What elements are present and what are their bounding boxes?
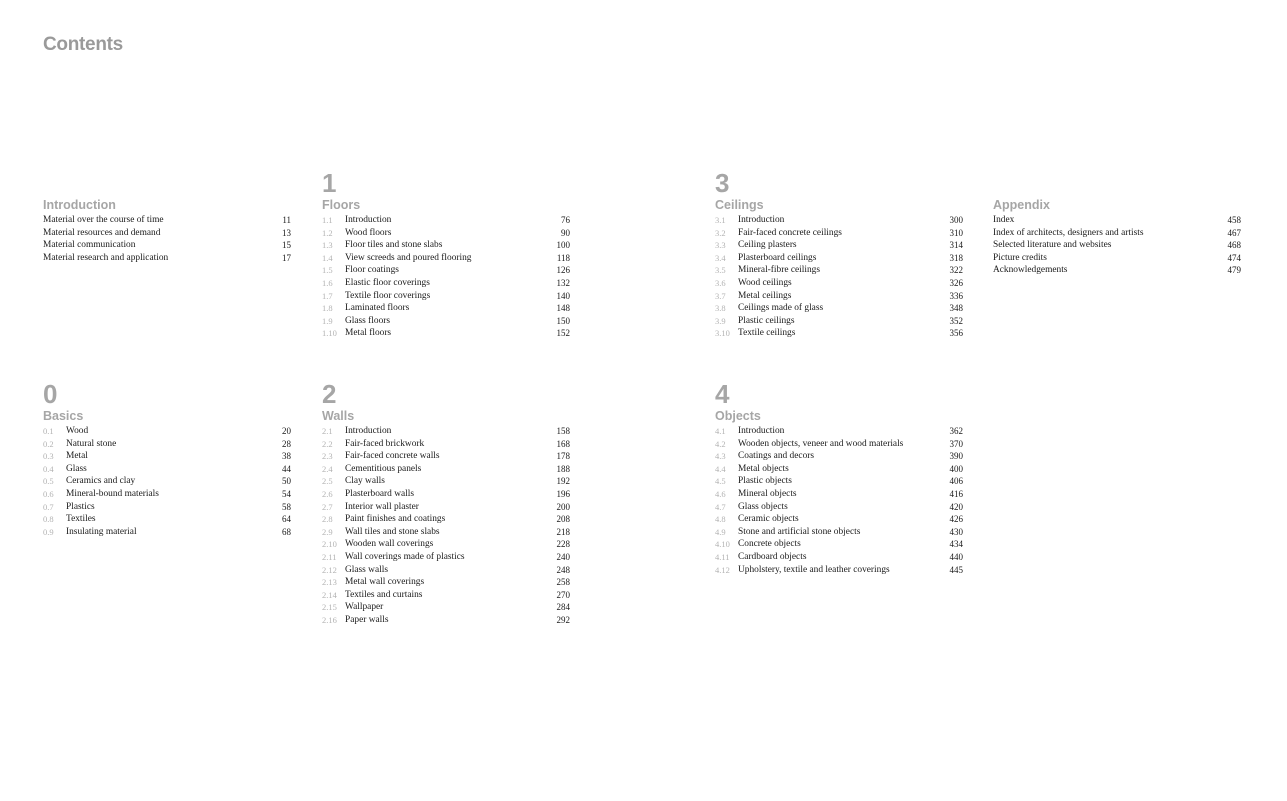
entry-label: Mineral-fibre ceilings xyxy=(738,265,820,276)
toc-entry xyxy=(322,589,570,602)
toc-entry xyxy=(715,315,963,328)
entry-page-number: 64 xyxy=(282,514,291,525)
entry-number: 2.1 xyxy=(322,426,333,436)
entry-page-number: 11 xyxy=(282,215,291,225)
entry-page-number: 310 xyxy=(949,227,963,238)
section-title: Walls xyxy=(322,409,355,423)
entry-number: 0.3 xyxy=(43,451,54,462)
toc-entry xyxy=(715,227,963,240)
section-title: Basics xyxy=(43,409,84,423)
section-number: 4 xyxy=(715,379,730,409)
entry-number: 1.2 xyxy=(322,227,333,238)
entry-label: Wall coverings made of plastics xyxy=(345,551,465,562)
entry-number: 0.1 xyxy=(43,426,54,436)
entry-page-number: 284 xyxy=(556,602,570,613)
entry-list xyxy=(322,425,570,627)
toc-entry xyxy=(322,513,570,526)
entry-number: 4.4 xyxy=(715,463,726,474)
entry-page-number: 118 xyxy=(556,252,570,263)
entry-label: Elastic floor coverings xyxy=(345,277,430,288)
entry-number: 1.4 xyxy=(322,252,333,263)
entry-label: Stone and artificial stone objects xyxy=(738,526,861,537)
entry-number: 3.2 xyxy=(715,227,726,238)
entry-label: Textile floor coverings xyxy=(345,290,431,301)
entry-label: Ceramic objects xyxy=(738,514,799,525)
entry-page-number: 20 xyxy=(282,426,291,436)
toc-entry xyxy=(715,290,963,303)
entry-number: 3.1 xyxy=(715,215,726,225)
entry-label: Material research and application xyxy=(43,252,169,263)
entry-label: Selected literature and websites xyxy=(993,240,1112,251)
entry-page-number: 426 xyxy=(949,514,963,525)
entry-number: 1.10 xyxy=(322,328,337,339)
entry-page-number: 430 xyxy=(949,526,963,537)
entry-number: 1.5 xyxy=(322,265,333,276)
entry-page-number: 200 xyxy=(556,501,570,512)
entry-number: 4.8 xyxy=(715,514,726,525)
toc-entry xyxy=(322,564,570,577)
entry-number: 4.6 xyxy=(715,488,726,499)
entry-number: 2.13 xyxy=(322,577,337,588)
toc-entry xyxy=(43,513,291,526)
entry-page-number: 370 xyxy=(949,438,963,449)
entry-label: Plastics xyxy=(66,501,95,512)
entry-list xyxy=(993,214,1241,277)
toc-entry xyxy=(715,475,963,488)
entry-page-number: 292 xyxy=(556,614,570,625)
entry-label: View screeds and poured flooring xyxy=(345,252,472,263)
section-number: 2 xyxy=(322,379,337,409)
entry-label: Metal wall coverings xyxy=(345,577,425,588)
entry-page-number: 336 xyxy=(949,290,963,301)
entry-label: Introduction xyxy=(738,215,785,225)
entry-label: Fair-faced brickwork xyxy=(345,438,425,449)
section-title: Appendix xyxy=(993,198,1050,212)
entry-label: Fair-faced concrete walls xyxy=(345,451,440,462)
entry-page-number: 362 xyxy=(949,426,963,436)
entry-page-number: 158 xyxy=(556,426,570,436)
entry-number: 2.12 xyxy=(322,564,337,575)
section-number: 1 xyxy=(322,168,337,198)
entry-number: 2.4 xyxy=(322,463,333,474)
entry-label: Interior wall plaster xyxy=(345,501,419,512)
toc-entry xyxy=(322,252,570,265)
entry-number: 4.10 xyxy=(715,539,730,550)
entry-label: Introduction xyxy=(345,215,392,225)
entry-label: Fair-faced concrete ceilings xyxy=(738,227,842,238)
entry-page-number: 440 xyxy=(949,551,963,562)
entry-label: Cementitious panels xyxy=(345,463,422,474)
entry-label: Insulating material xyxy=(66,526,137,537)
entry-number: 3.9 xyxy=(715,315,726,326)
section-title: Introduction xyxy=(43,198,116,212)
entry-page-number: 434 xyxy=(949,539,963,550)
entry-number: 2.10 xyxy=(322,539,337,550)
toc-entry xyxy=(715,450,963,463)
entry-label: Glass walls xyxy=(345,564,388,575)
entry-number: 1.9 xyxy=(322,315,333,326)
entry-number: 3.3 xyxy=(715,240,726,251)
toc-entry xyxy=(43,438,291,451)
toc-entry xyxy=(322,475,570,488)
toc-entry xyxy=(715,438,963,451)
entry-label: Material communication xyxy=(43,240,136,251)
toc-entry xyxy=(322,327,570,340)
entry-label: Wooden wall coverings xyxy=(345,539,434,550)
entry-number: 4.5 xyxy=(715,476,726,487)
entry-number: 3.7 xyxy=(715,290,726,301)
entry-label: Metal objects xyxy=(738,463,789,474)
toc-entry xyxy=(322,526,570,539)
toc-entry xyxy=(322,277,570,290)
entry-page-number: 28 xyxy=(282,438,291,449)
entry-label: Metal floors xyxy=(345,328,392,339)
entry-number: 0.7 xyxy=(43,501,54,512)
entry-page-number: 152 xyxy=(556,328,570,339)
section-number: 3 xyxy=(715,168,730,198)
toc-entry xyxy=(715,501,963,514)
entry-number: 0.5 xyxy=(43,476,54,487)
entry-label: Wooden objects, veneer and wood materials xyxy=(738,438,904,449)
entry-label: Ceramics and clay xyxy=(66,476,136,487)
entry-label: Plasterboard ceilings xyxy=(738,252,817,263)
entry-number: 0.4 xyxy=(43,463,54,474)
toc-entry xyxy=(715,463,963,476)
toc-entry xyxy=(715,264,963,277)
entry-number: 3.8 xyxy=(715,303,726,314)
entry-page-number: 218 xyxy=(556,526,570,537)
entry-label: Textiles and curtains xyxy=(345,589,423,600)
entry-number: 1.8 xyxy=(322,303,333,314)
entry-number: 0.6 xyxy=(43,488,54,499)
entry-number: 2.6 xyxy=(322,488,333,499)
entry-page-number: 148 xyxy=(556,303,570,314)
entry-label: Wood floors xyxy=(345,227,392,238)
toc-entry xyxy=(715,564,963,577)
toc-entry xyxy=(993,264,1241,277)
entry-label: Natural stone xyxy=(66,438,117,449)
toc-entry xyxy=(715,214,963,227)
entry-number: 4.7 xyxy=(715,501,726,512)
entry-label: Plasterboard walls xyxy=(345,488,414,499)
entry-page-number: 479 xyxy=(1227,265,1241,276)
entry-number: 2.11 xyxy=(322,551,337,562)
entry-page-number: 54 xyxy=(282,488,291,499)
toc-entry xyxy=(322,450,570,463)
entry-page-number: 140 xyxy=(556,290,570,301)
entry-label: Material resources and demand xyxy=(43,227,161,238)
entry-number: 1.3 xyxy=(322,240,333,251)
toc-entry xyxy=(715,277,963,290)
entry-page-number: 258 xyxy=(556,577,570,588)
toc-entry xyxy=(715,252,963,265)
entry-label: Concrete objects xyxy=(738,539,801,550)
toc-entry xyxy=(322,576,570,589)
entry-page-number: 76 xyxy=(561,215,570,225)
toc-entry xyxy=(715,488,963,501)
entry-number: 4.2 xyxy=(715,438,726,449)
toc-entry xyxy=(715,538,963,551)
section-title: Ceilings xyxy=(715,198,764,212)
entry-page-number: 458 xyxy=(1227,215,1241,225)
entry-number: 0.2 xyxy=(43,438,54,449)
entry-page-number: 38 xyxy=(282,451,291,462)
entry-page-number: 468 xyxy=(1227,240,1241,251)
entry-page-number: 208 xyxy=(556,514,570,525)
entry-label: Floor coatings xyxy=(345,265,399,276)
entry-label: Metal ceilings xyxy=(738,290,792,301)
toc-entry xyxy=(43,252,291,265)
entry-label: Material over the course of time xyxy=(43,215,164,225)
entry-label: Paper walls xyxy=(345,614,389,625)
entry-number: 2.16 xyxy=(322,614,337,625)
toc-entry xyxy=(322,425,570,438)
toc-entry xyxy=(322,290,570,303)
entry-page-number: 322 xyxy=(949,265,963,276)
entry-number: 3.5 xyxy=(715,265,726,276)
entry-list xyxy=(43,425,291,538)
entry-page-number: 390 xyxy=(949,451,963,462)
toc-entry xyxy=(43,239,291,252)
entry-page-number: 68 xyxy=(282,526,291,537)
entry-number: 3.6 xyxy=(715,277,726,288)
toc-entry xyxy=(322,501,570,514)
entry-page-number: 50 xyxy=(282,476,291,487)
toc-entry xyxy=(322,438,570,451)
entry-number: 3.10 xyxy=(715,328,730,339)
toc-entry xyxy=(993,227,1241,240)
entry-label: Wood xyxy=(66,426,89,436)
section-title: Objects xyxy=(715,409,761,423)
entry-label: Plastic objects xyxy=(738,476,792,487)
toc-entry xyxy=(322,302,570,315)
toc-entry xyxy=(322,227,570,240)
entry-label: Laminated floors xyxy=(345,303,410,314)
entry-label: Index xyxy=(993,215,1015,225)
entry-label: Picture credits xyxy=(993,252,1047,263)
toc-entry xyxy=(715,425,963,438)
toc-entry xyxy=(43,501,291,514)
entry-page-number: 416 xyxy=(949,488,963,499)
toc-entry xyxy=(715,327,963,340)
entry-label: Clay walls xyxy=(345,476,385,487)
toc-entry xyxy=(322,264,570,277)
toc-entry xyxy=(322,488,570,501)
entry-list xyxy=(715,425,963,576)
entry-label: Coatings and decors xyxy=(738,451,815,462)
entry-number: 0.8 xyxy=(43,514,54,525)
entry-label: Acknowledgements xyxy=(993,265,1068,276)
entry-label: Floor tiles and stone slabs xyxy=(345,240,443,251)
toc-entry xyxy=(715,302,963,315)
entry-label: Introduction xyxy=(345,426,392,436)
entry-page-number: 100 xyxy=(556,240,570,251)
toc-entry xyxy=(43,214,291,227)
toc-entry xyxy=(43,463,291,476)
entry-page-number: 300 xyxy=(949,215,963,225)
toc-entry xyxy=(993,252,1241,265)
entry-label: Wallpaper xyxy=(345,602,384,613)
entry-number: 4.11 xyxy=(715,551,730,562)
entry-list xyxy=(322,214,570,340)
entry-number: 1.1 xyxy=(322,215,333,225)
entry-label: Ceilings made of glass xyxy=(738,303,824,314)
entry-page-number: 192 xyxy=(556,476,570,487)
entry-page-number: 356 xyxy=(949,328,963,339)
entry-number: 1.6 xyxy=(322,277,333,288)
entry-label: Ceiling plasters xyxy=(738,240,797,251)
entry-page-number: 420 xyxy=(949,501,963,512)
toc-entry xyxy=(322,214,570,227)
entry-number: 3.4 xyxy=(715,252,726,263)
section-title: Floors xyxy=(322,198,361,212)
entry-number: 2.7 xyxy=(322,501,333,512)
entry-page-number: 406 xyxy=(949,476,963,487)
entry-label: Glass objects xyxy=(738,501,788,512)
entry-number: 2.9 xyxy=(322,526,333,537)
entry-list xyxy=(715,214,963,340)
toc-entry xyxy=(715,551,963,564)
entry-number: 2.3 xyxy=(322,451,333,462)
entry-number: 2.8 xyxy=(322,514,333,525)
entry-label: Plastic ceilings xyxy=(738,315,795,326)
page-title: Contents xyxy=(43,34,123,55)
entry-page-number: 178 xyxy=(556,451,570,462)
entry-page-number: 326 xyxy=(949,277,963,288)
entry-number: 4.9 xyxy=(715,526,726,537)
toc-entry xyxy=(43,488,291,501)
entry-label: Mineral objects xyxy=(738,488,797,499)
toc-entry xyxy=(322,463,570,476)
entry-page-number: 474 xyxy=(1227,252,1241,263)
toc-entry xyxy=(322,614,570,627)
toc-entry xyxy=(322,315,570,328)
entry-page-number: 467 xyxy=(1227,227,1241,238)
toc-entry xyxy=(715,513,963,526)
toc-entry xyxy=(43,475,291,488)
entry-page-number: 15 xyxy=(282,240,291,251)
toc-entry xyxy=(322,239,570,252)
entry-page-number: 44 xyxy=(282,463,291,474)
entry-page-number: 400 xyxy=(949,463,963,474)
entry-page-number: 17 xyxy=(282,252,291,263)
toc-entry xyxy=(993,239,1241,252)
entry-label: Metal xyxy=(66,451,88,462)
entry-page-number: 58 xyxy=(282,501,291,512)
entry-page-number: 228 xyxy=(556,539,570,550)
entry-number: 1.7 xyxy=(322,290,333,301)
entry-page-number: 150 xyxy=(556,315,570,326)
entry-page-number: 445 xyxy=(949,564,963,575)
entry-label: Textiles xyxy=(66,514,96,525)
entry-page-number: 168 xyxy=(556,438,570,449)
entry-label: Glass xyxy=(66,463,87,474)
entry-label: Glass floors xyxy=(345,315,391,326)
entry-number: 2.14 xyxy=(322,589,337,600)
section-number: 0 xyxy=(43,379,58,409)
toc-entry xyxy=(43,450,291,463)
entry-page-number: 132 xyxy=(556,277,570,288)
entry-page-number: 13 xyxy=(282,227,291,238)
toc-entry xyxy=(43,526,291,539)
entry-label: Paint finishes and coatings xyxy=(345,514,446,525)
entry-label: Wood ceilings xyxy=(738,277,792,288)
entry-number: 4.3 xyxy=(715,451,726,462)
entry-page-number: 240 xyxy=(556,551,570,562)
entry-number: 2.5 xyxy=(322,476,333,487)
entry-number: 4.12 xyxy=(715,564,730,575)
entry-number: 2.15 xyxy=(322,602,337,613)
toc-entry xyxy=(43,425,291,438)
toc-entry xyxy=(43,227,291,240)
toc-entry xyxy=(715,239,963,252)
entry-label: Cardboard objects xyxy=(738,551,807,562)
entry-page-number: 348 xyxy=(949,303,963,314)
entry-page-number: 314 xyxy=(949,240,963,251)
toc-entry xyxy=(715,526,963,539)
entry-number: 0.9 xyxy=(43,526,54,537)
entry-label: Textile ceilings xyxy=(738,328,796,339)
entry-label: Introduction xyxy=(738,426,785,436)
entry-page-number: 270 xyxy=(556,589,570,600)
entry-list xyxy=(43,214,291,264)
entry-label: Mineral-bound materials xyxy=(66,488,159,499)
entry-page-number: 126 xyxy=(556,265,570,276)
entry-page-number: 248 xyxy=(556,564,570,575)
toc-entry xyxy=(322,538,570,551)
entry-number: 2.2 xyxy=(322,438,333,449)
toc-entry xyxy=(322,601,570,614)
entry-page-number: 90 xyxy=(561,227,570,238)
entry-label: Index of architects, designers and artists xyxy=(993,227,1144,238)
entry-page-number: 188 xyxy=(556,463,570,474)
toc-entry xyxy=(993,214,1241,227)
entry-label: Wall tiles and stone slabs xyxy=(345,526,440,537)
entry-page-number: 352 xyxy=(949,315,963,326)
toc-entry xyxy=(322,551,570,564)
entry-page-number: 318 xyxy=(949,252,963,263)
entry-number: 4.1 xyxy=(715,426,726,436)
entry-label: Upholstery, textile and leather coverings xyxy=(738,564,890,575)
entry-page-number: 196 xyxy=(556,488,570,499)
